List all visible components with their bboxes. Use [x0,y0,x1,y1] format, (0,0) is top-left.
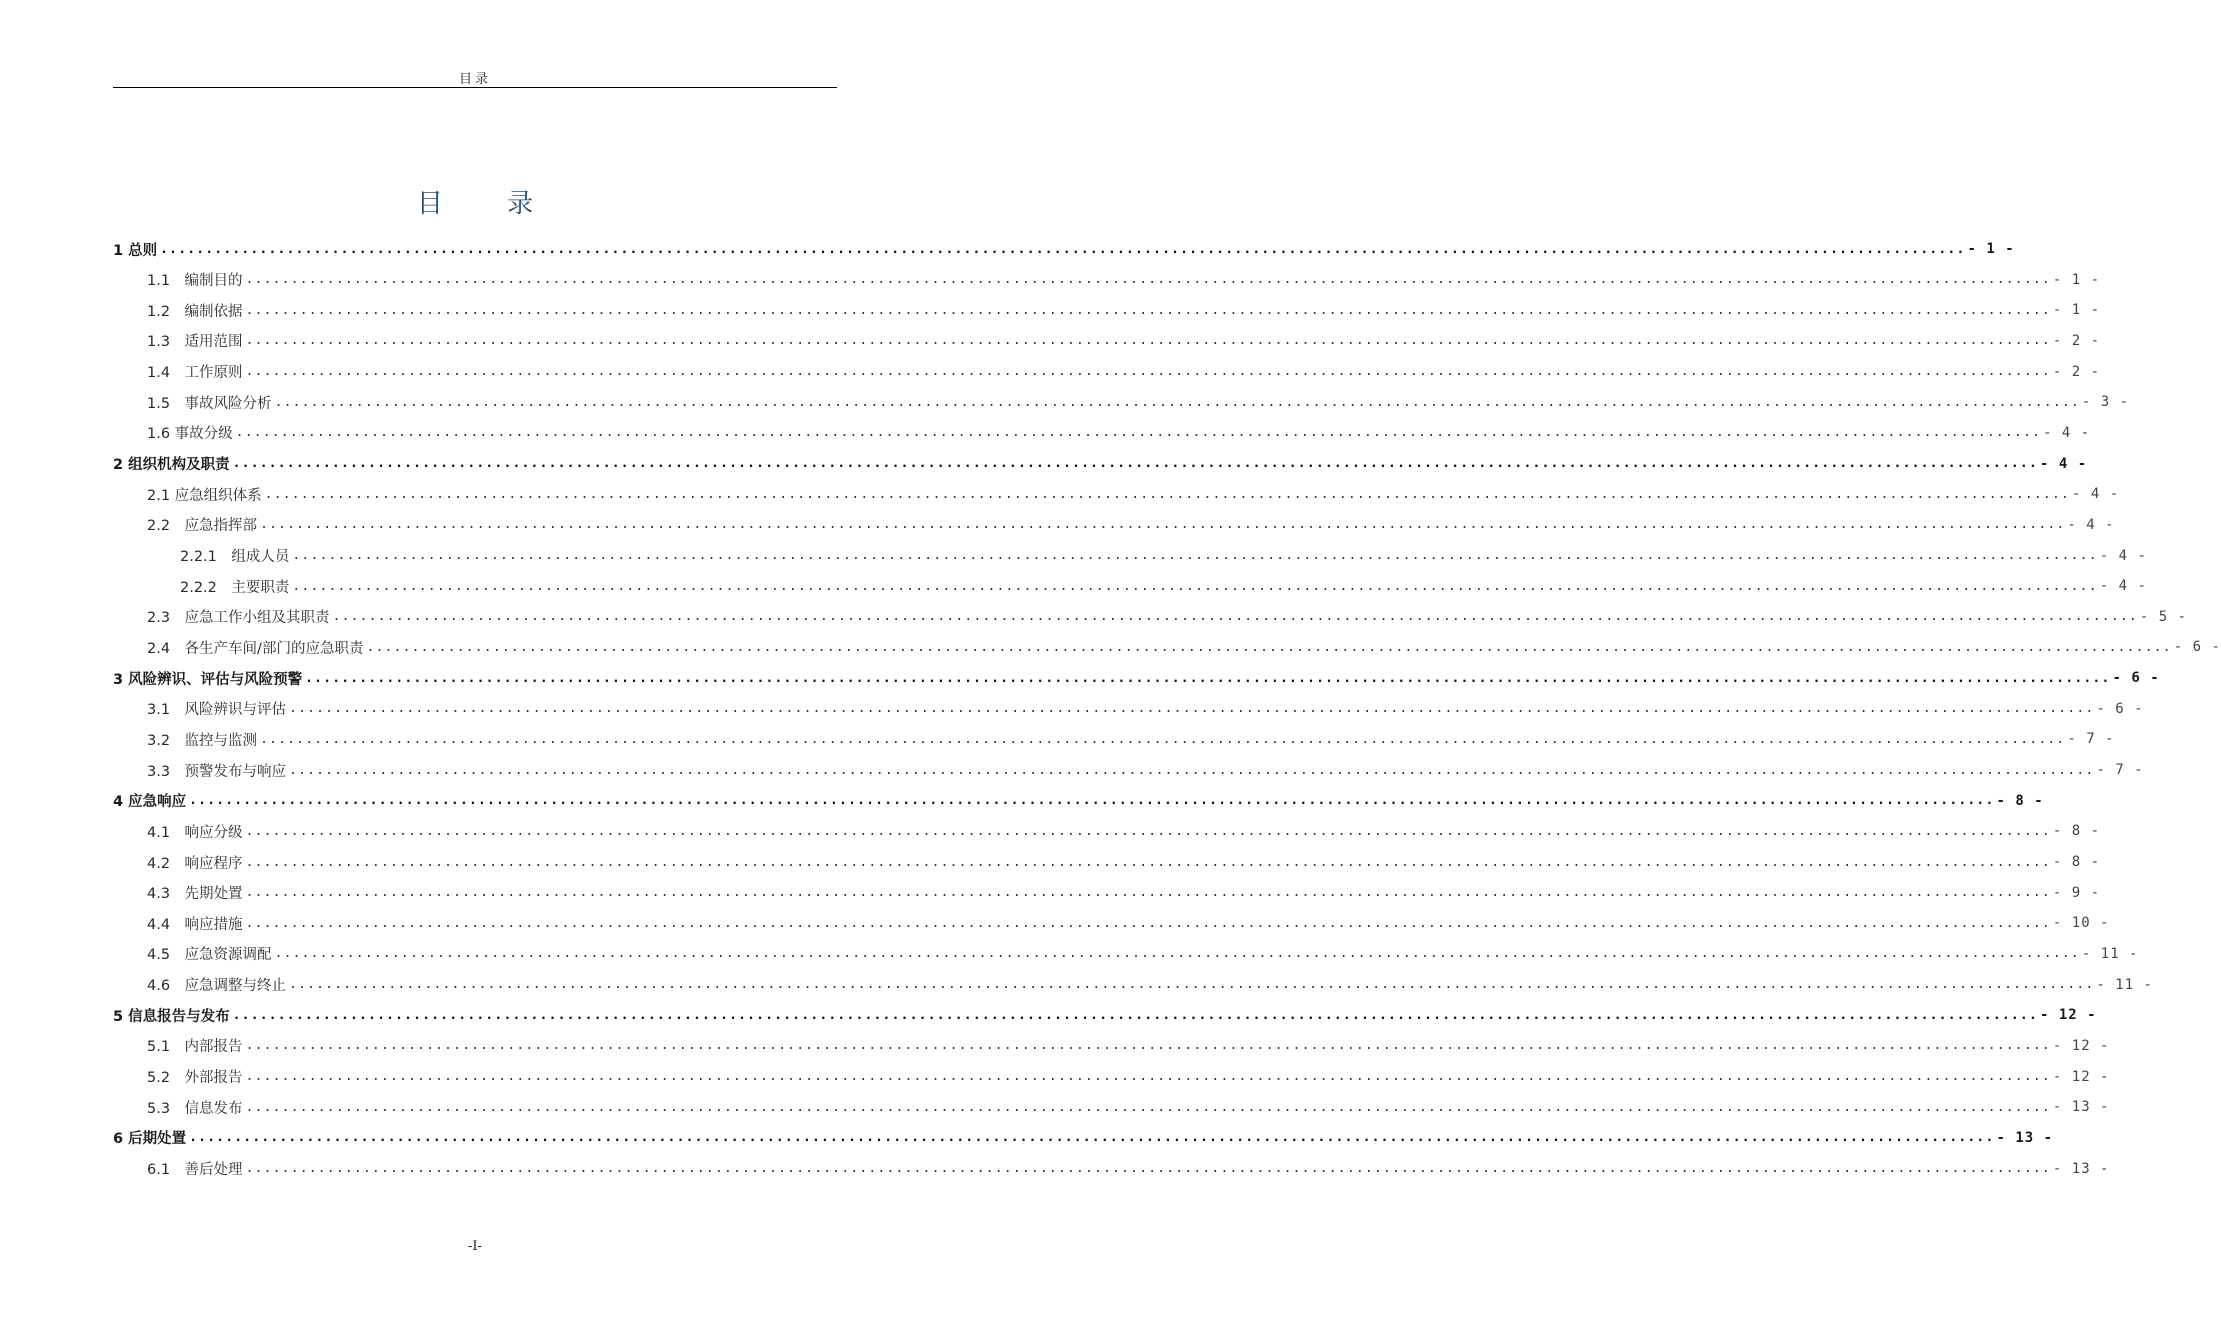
toc-entry[interactable] [147,357,2101,387]
toc-entry-page: - 8 - [2052,854,2101,870]
toc-entry[interactable] [147,939,2139,969]
toc-dot-leader: ........................................................................................................................................................................................................ [245,333,2051,349]
toc-dot-leader: ........................................................................................................................................................................................................ [245,1161,2051,1176]
toc-entry-label: 2.3 应急工作小组及其职责 [147,610,330,627]
toc-entry[interactable] [147,724,2115,754]
toc-entry-page: - 4 - [2039,455,2088,472]
toc-dot-leader: ........................................................................................................................................................................................................ [245,854,2051,870]
toc-dot-leader: ........................................................................................................................................................................................................ [289,977,2095,993]
toc-entry-page: - 5 - [2139,608,2188,625]
running-header: 目录 [458,72,491,87]
toc-entry[interactable] [147,602,2188,632]
toc-entry[interactable] [147,847,2101,877]
toc-entry-page: - 12 - [2052,1037,2110,1054]
toc-entry[interactable] [147,632,2221,662]
toc-dot-leader: ........................................................................................................................................................................................................ [245,1099,2051,1115]
toc-dot-leader: ........................................................................................................................................................................................................ [289,701,2095,717]
toc-entry-page: - 2 - [2052,332,2101,349]
toc-dot-leader: ........................................................................................................................................................................................................ [245,915,2051,931]
toc-entry-page: - 13 - [2052,1160,2110,1177]
toc-entry-label: 4.1 响应分级 [147,824,243,841]
toc-entry-label: 4.6 应急调整与终止 [147,978,287,995]
toc-entry[interactable] [147,878,2101,908]
toc-entry-label: 5.1 内部报告 [147,1039,243,1056]
toc-entry-label: 1 总则 [113,242,158,259]
toc-entry-label: 3 风险辨识、评估与风险预警 [113,671,303,688]
toc-entry[interactable] [147,510,2115,540]
toc-dot-leader: ........................................................................................................................................................................................................ [189,1130,1995,1146]
toc-entry-label: 4 应急响应 [113,794,187,811]
toc-dot-leader: ........................................................................................................................................................................................................ [232,1007,2038,1023]
toc-entry-label: 5.3 信息发布 [147,1100,243,1117]
toc-entry[interactable] [147,265,2101,295]
toc-entry-label: 6 后期处置 [113,1131,187,1148]
toc-entry[interactable] [113,234,2015,264]
toc-dot-leader: ........................................................................................................................................................................................................ [260,731,2066,747]
toc-dot-leader: ........................................................................................................................................................................................................ [189,793,1995,809]
toc-dot-leader: ........................................................................................................................................................................................................ [245,823,2051,839]
toc-entry-label: 3.2 监控与监测 [147,732,258,749]
toc-dot-leader: ........................................................................................................................................................................................................ [245,302,2051,318]
toc-entry-page: - 1 - [2052,302,2101,319]
toc-dot-leader: ........................................................................................................................................................................................................ [232,456,2038,472]
toc-entry-page: - 13 - [1996,1129,2054,1146]
toc-dot-leader: ........................................................................................................................................................................................................ [245,1038,2051,1054]
toc-entry-page: - 1 - [2052,271,2101,288]
toc-entry-page: - 3 - [2081,394,2130,411]
toc-entry-page: - 11 - [2096,976,2153,993]
toc-entry-label: 4.3 先期处置 [147,886,243,903]
toc-entry-label: 4.2 响应程序 [147,855,243,872]
toc-entry-label: 5 信息报告与发布 [113,1008,230,1025]
toc-entry-page: - 6 - [2096,700,2144,717]
toc-entry[interactable] [147,1031,2110,1061]
toc-entry-label: 2.2.2 主要职责 [180,579,290,596]
toc-entry-label: 1.1 编制目的 [147,273,243,290]
toc-entry-page: - 6 - [2112,670,2160,687]
toc-entry[interactable] [180,571,2147,601]
toc-entry[interactable] [147,295,2101,325]
toc-entry-label: 5.2 外部报告 [147,1070,243,1087]
toc-entry-page: - 4 - [2067,516,2115,533]
toc-entry-page: - 4 - [2099,547,2147,564]
toc-entry-page: - 9 - [2052,884,2101,901]
toc-entry-page: - 6 - [2173,639,2221,656]
toc-dot-leader: ........................................................................................................................................................................................................ [160,241,1966,257]
toc-entry[interactable] [147,326,2101,356]
toc-entry-page: - 7 - [2067,731,2115,748]
toc-entry-page: - 8 - [1996,792,2044,809]
toc-entry-label: 1.3 适用范围 [147,334,243,351]
toc-entry-page: - 11 - [2081,945,2139,962]
toc-dot-leader: ........................................................................................................................................................................................................ [305,670,2111,686]
toc-entry[interactable] [147,970,2153,1000]
toc-entry-page: - 2 - [2052,363,2101,380]
toc-dot-leader: ........................................................................................................................................................................................................ [292,578,2098,594]
toc-entry[interactable] [147,816,2101,846]
toc-dot-leader: ........................................................................................................................................................................................................ [274,394,2080,410]
toc-entry[interactable] [113,786,2044,816]
toc-entry-page: - 4 - [2072,486,2120,503]
toc-entry-page: - 4 - [2099,578,2147,595]
toc-dot-leader: ........................................................................................................................................................................................................ [235,425,2042,441]
toc-entry[interactable] [180,541,2147,571]
toc-entry-label: 2.4 各生产车间/部门的应急职责 [147,640,364,657]
toc-entry-label: 1.2 编制依据 [147,303,243,320]
footer-page-number: -I- [468,1239,482,1254]
toc-entry[interactable] [147,908,2110,938]
toc-dot-leader: ........................................................................................................................................................................................................ [292,548,2098,563]
toc-entry-page: - 4 - [2043,424,2091,441]
toc-entry[interactable] [147,1092,2110,1122]
toc-title: 目 录 [416,189,562,219]
toc-entry[interactable] [113,663,2160,693]
toc-entry[interactable] [147,418,2091,448]
toc-entry[interactable] [113,1000,2097,1030]
toc-dot-leader: ........................................................................................................................................................................................................ [332,609,2138,625]
toc-entry-label: 3.3 预警发布与响应 [147,763,287,780]
toc-entry-page: - 1 - [1967,241,2015,257]
header-rule [113,87,837,88]
toc-entry-page: - 10 - [2052,915,2110,932]
toc-entry-page: - 12 - [2039,1007,2097,1024]
toc-dot-leader: ........................................................................................................................................................................................................ [260,517,2066,533]
toc-entry-label: 2.2 应急指挥部 [147,518,258,535]
toc-entry-label: 1.6 事故分级 [147,426,233,443]
toc-entry-page: - 13 - [2052,1099,2110,1116]
toc-entry-label: 4.4 响应措施 [147,916,243,933]
toc-entry[interactable] [147,387,2130,417]
toc-entry[interactable] [113,1123,2054,1153]
toc-entry[interactable] [147,694,2144,724]
toc-entry-label: 1.4 工作原则 [147,365,243,382]
toc-dot-leader: ........................................................................................................................................................................................................ [289,762,2095,778]
toc-entry-label: 2.2.1 组成人员 [180,549,290,565]
toc-entry-page: - 7 - [2096,762,2144,779]
toc-entry-label: 2.1 应急组织体系 [147,487,262,504]
toc-entry[interactable] [147,755,2144,785]
toc-dot-leader: ........................................................................................................................................................................................................ [274,946,2080,962]
toc-entry-label: 3.1 风险辨识与评估 [147,702,287,719]
toc-entry[interactable] [147,1062,2110,1092]
toc-entry[interactable] [147,1154,2110,1184]
toc-entry-page: - 8 - [2052,823,2101,840]
toc-entry-label: 4.5 应急资源调配 [147,947,272,964]
toc-dot-leader: ........................................................................................................................................................................................................ [245,272,2051,288]
toc-entry-label: 1.5 事故风险分析 [147,395,272,412]
toc-entry-label: 6.1 善后处理 [147,1162,243,1178]
toc-dot-leader: ........................................................................................................................................................................................................ [245,364,2051,380]
toc-dot-leader: ........................................................................................................................................................................................................ [245,885,2051,901]
toc-entry-label: 2 组织机构及职责 [113,457,230,474]
toc-entry[interactable] [147,479,2120,509]
toc-dot-leader: ........................................................................................................................................................................................................ [245,1069,2051,1085]
toc-dot-leader: ........................................................................................................................................................................................................ [264,486,2071,502]
toc-entry-page: - 12 - [2052,1068,2110,1085]
toc-entry[interactable] [113,449,2088,479]
toc-dot-leader: ........................................................................................................................................................................................................ [366,639,2172,655]
